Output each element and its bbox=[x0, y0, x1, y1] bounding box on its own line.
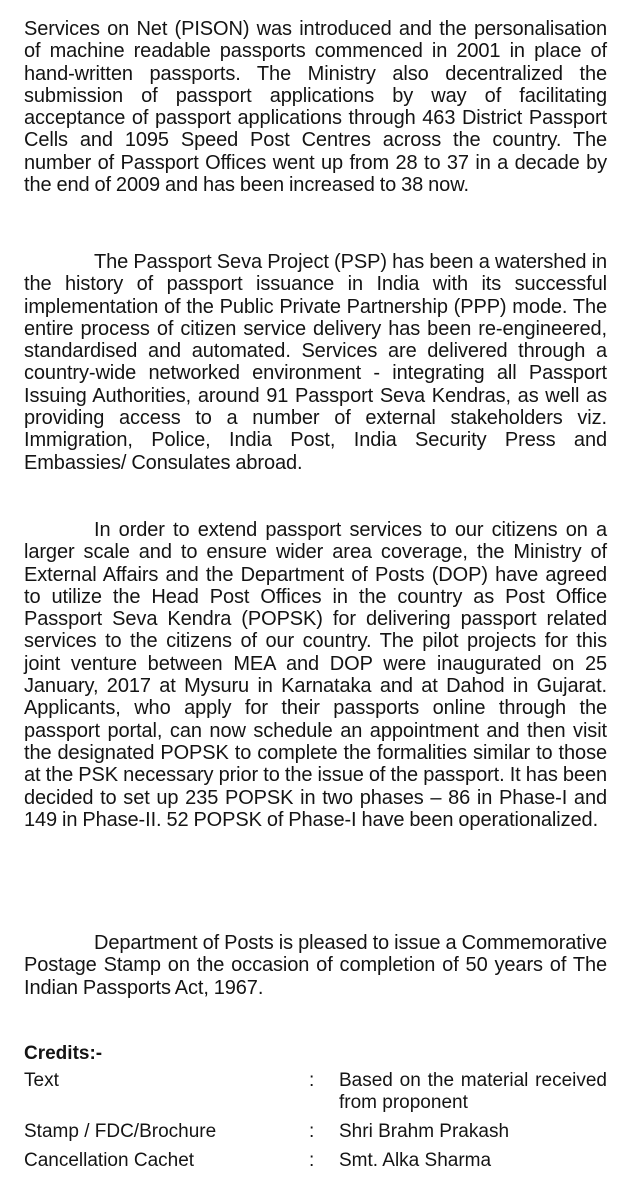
credit-label: Cancellation Cachet bbox=[24, 1150, 195, 1171]
credit-separator: : bbox=[309, 1121, 315, 1142]
credit-value: Shri Brahm Prakash bbox=[339, 1121, 510, 1142]
credit-separator: : bbox=[309, 1070, 315, 1091]
paragraph-passport-seva-project: The Passport Seva Project (PSP) has been a watershed in the history of passport issuance in India with its successful implementation of the Public Private Partnership (PPP) mode. The entire process of citizen service delivery has been re-engineered, standardised and automated. Services are delivered through a country-wide networked environment - integrating all Passport Issuing Authorities, around 91 Passport Seva Kendras, as well as providing access to a number of external stakeholders viz. Immigration, Police, India Post, India Security Press and Embassies/ Consulates abroad. bbox=[24, 251, 607, 474]
credit-value: Based on the material received from proponent bbox=[339, 1070, 607, 1113]
credit-label: Text bbox=[24, 1070, 59, 1091]
credit-row-cancellation bbox=[24, 1150, 607, 1172]
paragraph-pison: Services on Net (PISON) was introduced and the personalisation of machine readable passports commenced in 2001 in place of hand-written passports. The Ministry also decentralized the submission of passport applications by way of facilitating acceptance of passport applications through 463 District Passport Cells and 1095 Speed Post Centres across the country. The number of Passport Offices went up from 28 to 37 in a decade by the end of 2009 and has been increased to 38 now. bbox=[24, 18, 607, 197]
paragraph-commemorative-stamp: Department of Posts is pleased to issue a Commemorative Postage Stamp on the occasion of completion of 50 years of The Indian Passports Act, 1967. bbox=[24, 932, 607, 999]
credits-section bbox=[24, 1043, 607, 1179]
credit-row-text bbox=[24, 1070, 607, 1114]
credit-row-stamp bbox=[24, 1121, 607, 1143]
credit-label: Stamp / FDC/Brochure bbox=[24, 1121, 217, 1142]
credits-title: Credits:- bbox=[24, 1043, 103, 1064]
credit-value: Smt. Alka Sharma bbox=[339, 1150, 492, 1171]
credit-separator: : bbox=[309, 1150, 315, 1171]
paragraph-popsk: In order to extend passport services to our citizens on a larger scale and to ensure wider area coverage, the Ministry of External Affairs and the Department of Posts (DOP) have agreed to utilize the Head Post Offices in the country as Post Office Passport Seva Kendra (POPSK) for delivering passport related services to the citizens of our country. The pilot projects for this joint venture between MEA and DOP were inaugurated on 25 January, 2017 at Mysuru in Karnataka and at Dahod in Gujarat. Applicants, who apply for their passports online through the passport portal, can now schedule an appointment and then visit the designated POPSK to complete the formalities similar to those at the PSK necessary prior to the issue of the passport. It has been decided to set up 235 POPSK in two phases – 86 in Phase-I and 149 in Phase-II. 52 POPSK of Phase-I have been operationalized. bbox=[24, 519, 607, 831]
